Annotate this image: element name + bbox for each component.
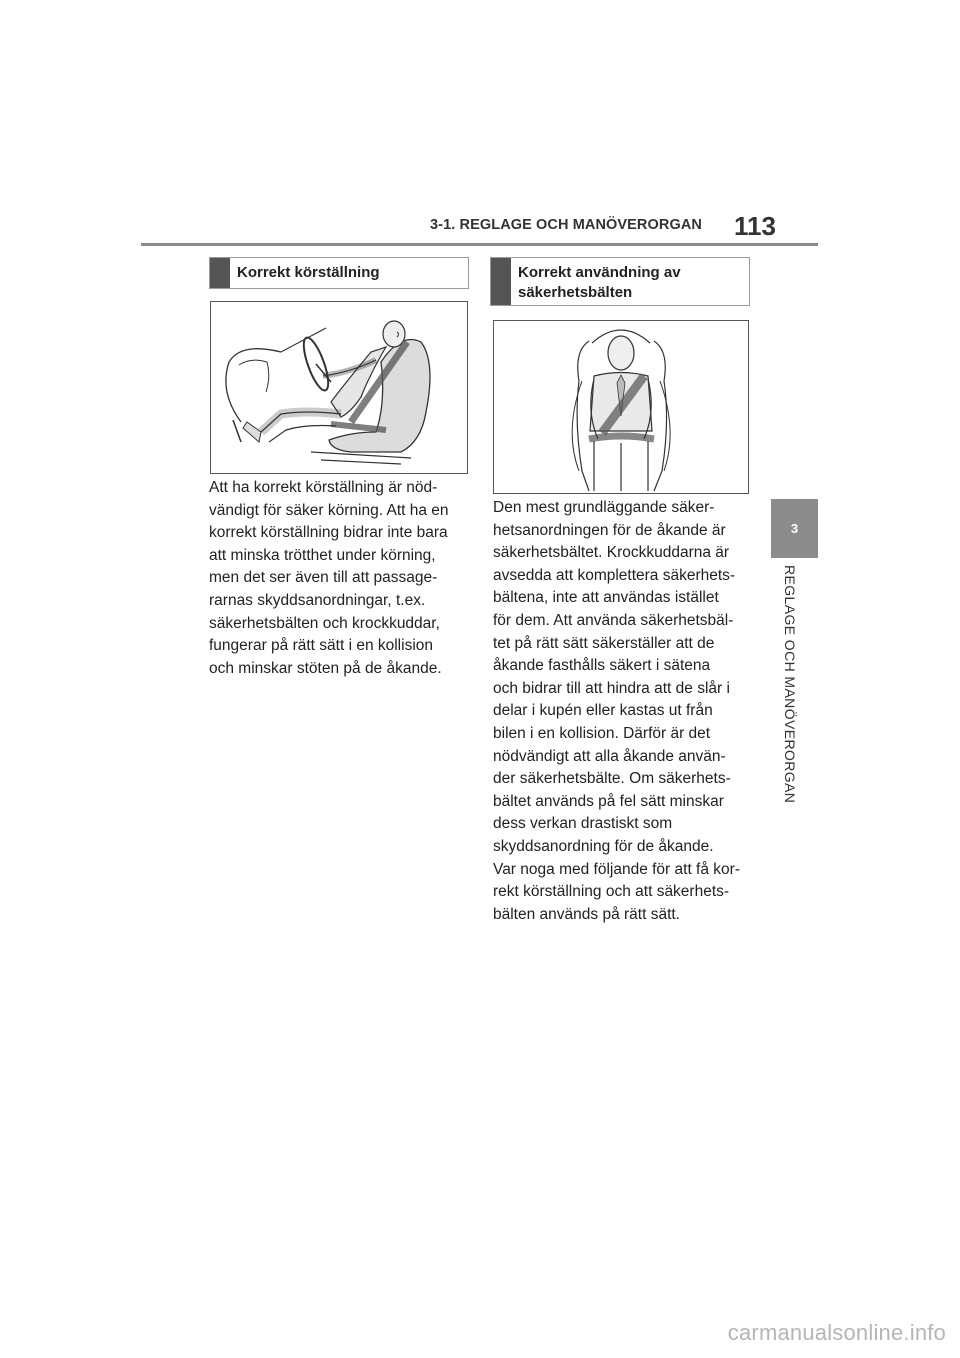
text-line: tet på rätt sätt säkerställer att de xyxy=(493,634,715,652)
text-line: bältet används på fel sätt minskar xyxy=(493,792,724,810)
chapter-tab: 3 xyxy=(771,499,818,558)
text-line: der säkerhetsbälte. Om säkerhets- xyxy=(493,770,731,788)
text-line: men det ser även till att passage- xyxy=(209,569,438,587)
watermark: carmanualsonline.info xyxy=(727,1320,946,1345)
right-body-text xyxy=(493,497,740,926)
section-heading-seatbelt-use xyxy=(490,257,750,306)
section-heading-driving-posture xyxy=(209,257,469,289)
heading-accent-bar xyxy=(491,258,511,305)
text-line: avsedda att komplettera säkerhets- xyxy=(493,566,736,584)
text-line: nödvändigt att alla åkande använ- xyxy=(493,747,726,765)
text-line: dess verkan drastiskt som xyxy=(493,815,673,833)
text-line: åkande fasthålls säkert i sätena xyxy=(493,657,711,675)
text-line: Var noga med följande för att få kor- xyxy=(493,860,740,878)
text-line: korrekt körställning bidrar inte bara xyxy=(209,524,448,542)
text-line: bälten används på rätt sätt. xyxy=(493,905,680,923)
section-title: 3-1. REGLAGE OCH MANÖVERORGAN xyxy=(430,217,702,233)
left-body-text xyxy=(209,477,449,680)
heading-line: säkerhetsbälten xyxy=(518,284,633,301)
heading-line: Korrekt användning av xyxy=(518,264,681,281)
text-line: bältena, inte att användas istället xyxy=(493,589,719,607)
text-line: fungerar på rätt sätt i en kollision xyxy=(209,637,434,655)
header-divider xyxy=(141,243,818,246)
text-line: Den mest grundläggande säker- xyxy=(493,499,715,516)
text-line: säkerhetsbälten och krockkuddar, xyxy=(209,614,440,632)
text-line: rekt körställning och att säkerhets- xyxy=(493,883,730,901)
text-line: delar i kupén eller kastas ut från xyxy=(493,702,713,720)
text-line: skyddsanordning för de åkande. xyxy=(493,837,714,855)
text-line: säkerhetsbältet. Krockkuddarna är xyxy=(493,544,730,562)
text-line: vändigt för säker körning. Att ha en xyxy=(209,501,449,519)
text-line: Att ha korrekt körställning är nöd- xyxy=(209,479,438,496)
chapter-label: REGLAGE OCH MANÖVERORGAN xyxy=(782,565,798,804)
text-line: och minskar stöten på de åkande. xyxy=(209,659,442,677)
driver-posture-figure xyxy=(210,301,468,474)
heading-accent-bar xyxy=(210,258,230,288)
text-line: för dem. Att använda säkerhetsbäl- xyxy=(493,611,734,629)
text-line: att minska trötthet under körning, xyxy=(209,546,436,564)
seatbelt-worn-icon xyxy=(494,321,748,493)
heading-text xyxy=(518,263,743,303)
text-line: rarnas skyddsanordningar, t.ex. xyxy=(209,591,426,609)
text-line: bilen i en kollision. Därför är det xyxy=(493,724,711,742)
driver-seated-posture-icon xyxy=(211,302,467,473)
text-line: hetsanordningen för de åkande är xyxy=(493,521,726,539)
seatbelt-figure xyxy=(493,320,749,494)
heading-text: Korrekt körställning xyxy=(237,264,380,281)
text-line: och bidrar till att hindra att de slår i xyxy=(493,679,730,697)
page-number: 113 xyxy=(734,211,776,241)
